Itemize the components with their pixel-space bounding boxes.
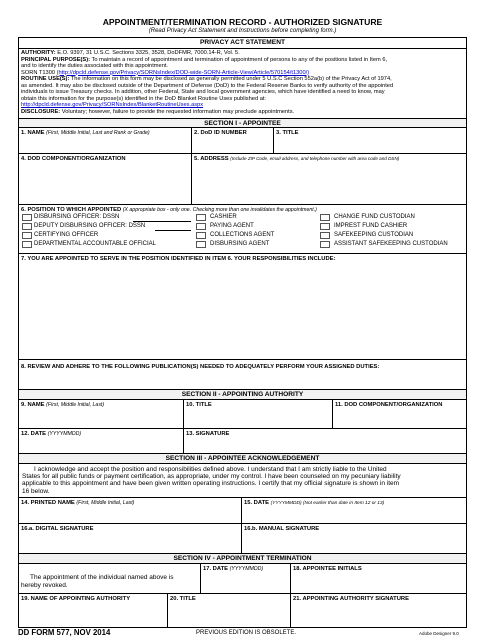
field-2-label: 2. DoD ID NUMBER xyxy=(194,130,247,136)
authority-org-field[interactable] xyxy=(333,400,466,429)
appointing-authority-name-field[interactable] xyxy=(19,594,168,627)
label-deputy-disbursing-officer: DEPUTY DISBURSING OFFICER: DSSN xyxy=(34,223,146,229)
field-11-label: 11. DOD COMPONENT/ORGANIZATION xyxy=(335,402,443,408)
form-title: APPOINTMENT/TERMINATION RECORD - AUTHORIZED SIGNATURE xyxy=(102,17,383,27)
ack-line-4: 16 below. xyxy=(22,487,50,495)
sorn-text: SORN T1300 xyxy=(21,69,57,76)
authority-date-field[interactable] xyxy=(19,429,184,454)
field-1-label: 1. NAME (First, Middle Initial, Last and Rank or Grade) xyxy=(21,130,150,136)
checkbox-certifying-officer[interactable] xyxy=(22,232,32,239)
disclosure-text: Voluntary; however, failure to provide the requested information may preclude appointments. xyxy=(60,108,295,115)
authority-text: E.O. 9397, 31 U.S.C. Sections 3325, 3528, DoDFMR, 7000.14-R, Vol. 5. xyxy=(55,50,240,56)
responsibilities-field[interactable] xyxy=(19,254,466,360)
disclosure-label: DISCLOSURE: xyxy=(21,108,61,115)
field-12-label: 12. DATE (YYYYMMDD) xyxy=(21,431,82,437)
section-4-heading: SECTION IV - APPOINTMENT TERMINATION xyxy=(19,554,466,564)
ack-line-2: States for all public funds or payment certification, as appropriate, under my control. I have been counseled on my pecuniary liability xyxy=(22,473,401,481)
label-departmental-accountable-official: DEPARTMENTAL ACCOUNTABLE OFFICIAL xyxy=(34,241,157,247)
routine-text-3: individuals to issue Treasury checks. In addition, other Federal, State and local government agencies, which have identified a need to know, may xyxy=(21,89,385,96)
dssn-line-1 xyxy=(133,221,191,222)
ack-line-3: applicable to this appointment and have been given written operating instructions. I certify that my official signature is shown in item xyxy=(22,480,400,488)
appointing-authority-signature-field[interactable] xyxy=(291,594,466,627)
checkbox-disbursing-agent[interactable] xyxy=(196,241,206,248)
acknowledgement-text xyxy=(22,466,464,495)
form-frame xyxy=(18,37,467,628)
field-5-label: 5. ADDRESS (Include ZIP Code, email address, and telephone number with area code and DSN) xyxy=(194,156,400,162)
field-21-label: 21. APPOINTING AUTHORITY SIGNATURE xyxy=(293,596,409,602)
checkbox-collections-agent[interactable] xyxy=(196,232,206,239)
routine-text: The information on this form may be disclosed as generally permitted under 5 U.S.C Section 552a(b) of the Privacy Act of 1974, xyxy=(69,76,392,83)
field-10-label: 10. TITLE xyxy=(186,402,212,408)
appointing-authority-title-field[interactable] xyxy=(168,594,291,627)
field-17-label: 17. DATE (YYYYMMDD) xyxy=(203,566,264,572)
label-safekeeping-custodian: SAFEKEEPING CUSTODIAN xyxy=(334,232,414,238)
checkbox-paying-agent[interactable] xyxy=(196,223,206,230)
label-disbursing-officer: DISBURSING OFFICER: DSSN xyxy=(34,214,120,220)
checkbox-deputy-disbursing-officer[interactable] xyxy=(22,223,32,230)
appointee-initials-field[interactable] xyxy=(291,564,466,594)
field-16b-label: 16.b. MANUAL SIGNATURE xyxy=(244,526,320,532)
previous-edition-note: PREVIOUS EDITION IS OBSOLETE. xyxy=(196,630,297,636)
authority-signature-field[interactable] xyxy=(184,429,466,454)
label-collections-agent: COLLECTIONS AGENT xyxy=(210,232,275,238)
routine-text-4: obtain this information for the purpose(s) identified in the DoD Blanket Routine Uses published at: xyxy=(21,95,267,102)
section-1-heading: SECTION I - APPOINTEE xyxy=(19,118,466,128)
checkbox-cashier[interactable] xyxy=(196,214,206,221)
termination-line-2: hereby revoked. xyxy=(21,581,68,589)
authority-title-field[interactable] xyxy=(184,400,333,429)
dssn-line-2 xyxy=(155,230,191,231)
label-cashier: CASHIER xyxy=(210,214,237,220)
field-16a-label: 16.a. DIGITAL SIGNATURE xyxy=(21,526,94,532)
field-6-label: 6. POSITION TO WHICH APPOINTED (X appropriate box - only one. Checking more than one invalidates the appointment.) xyxy=(21,207,317,213)
purpose-label: PRINCIPAL PURPOSE(S): xyxy=(21,56,90,63)
manual-signature-field[interactable] xyxy=(242,524,466,554)
component-org-field[interactable] xyxy=(19,154,192,205)
field-19-label: 19. NAME OF APPOINTING AUTHORITY xyxy=(21,596,131,602)
authority-name-field[interactable] xyxy=(19,400,184,429)
field-8-label: 8. REVIEW AND ADHERE TO THE FOLLOWING PUBLICATION(S) NEEDED TO ADEQUATELY PERFORM YOUR ASSIGNED DUTIES: xyxy=(21,364,380,370)
label-change-fund-custodian: CHANGE FUND CUSTODIAN xyxy=(334,214,415,220)
checkbox-safekeeping-custodian[interactable] xyxy=(320,232,330,239)
purpose-text: To maintain a record of appointment and termination of appointment of persons to any of the positions listed in Item 6, xyxy=(90,56,388,63)
label-imprest-fund-cashier: IMPREST FUND CASHIER xyxy=(334,223,408,229)
field-7-label: 7. YOU ARE APPOINTED TO SERVE IN THE POSITION IDENTIFIED IN ITEM 6. YOUR RESPONSIBILITIES INCLUDE: xyxy=(21,256,336,262)
checkbox-assistant-safekeeping-custodian[interactable] xyxy=(320,241,330,248)
field-20-label: 20. TITLE xyxy=(170,596,196,602)
label-paying-agent: PAYING AGENT xyxy=(210,223,254,229)
position-field xyxy=(19,205,466,254)
authority-label: AUTHORITY: xyxy=(21,50,56,56)
termination-statement xyxy=(19,564,201,594)
appointee-title-field[interactable] xyxy=(274,128,466,154)
privacy-statement xyxy=(21,50,465,115)
digital-signature-field[interactable] xyxy=(19,524,242,554)
dod-id-field[interactable] xyxy=(192,128,274,154)
label-certifying-officer: CERTIFYING OFFICER xyxy=(34,232,99,238)
routine-text-2: as amended. It may also be disclosed outside of the Department of Defense (DoD) to the Federal Reserve Banks to verify authority of the appointed xyxy=(21,82,394,89)
section-2-heading: SECTION II - APPOINTING AUTHORITY xyxy=(19,390,466,400)
checkbox-imprest-fund-cashier[interactable] xyxy=(320,223,330,230)
form-number: DD FORM 577, NOV 2014 xyxy=(18,628,111,637)
field-9-label: 9. NAME (First, Middle Initial, Last) xyxy=(21,402,105,408)
label-disbursing-agent: DISBURSING AGENT xyxy=(210,241,270,247)
field-13-label: 13. SIGNATURE xyxy=(186,431,230,437)
section-3-heading: SECTION III - APPOINTEE ACKNOWLEDGEMENT xyxy=(19,454,466,464)
sorn-link[interactable]: (http://dpcld.defense.gov/Privacy/SORNsIndex/DOD-wide-SORN-Article-View/Article/570154/t1300/) xyxy=(56,69,310,76)
privacy-heading: PRIVACY ACT STATEMENT xyxy=(19,38,466,49)
field-14-label: 14. PRINTED NAME (First, Middle Initial, Last) xyxy=(21,500,135,506)
designer-note: Adobe Designer 9.0 xyxy=(419,631,459,636)
checkbox-disbursing-officer[interactable] xyxy=(22,214,32,221)
termination-date-field[interactable] xyxy=(201,564,291,594)
field-18-label: 18. APPOINTEE INITIALS xyxy=(293,566,362,572)
printed-name-field[interactable] xyxy=(19,498,242,524)
field-15-label: 15. DATE (YYYYMMDD) (Not earlier than date in Item 12 or 13) xyxy=(244,500,385,506)
form-subtitle: (Read Privacy Act Statement and Instructions before completing form.) xyxy=(148,28,337,34)
label-assistant-safekeeping-custodian: ASSISTANT SAFEKEEPING CUSTODIAN xyxy=(334,241,448,247)
publications-field[interactable] xyxy=(19,360,466,390)
checkbox-departmental-accountable-official[interactable] xyxy=(22,241,32,248)
appointee-date-field[interactable] xyxy=(242,498,466,524)
routine-link[interactable]: http://dpcld.defense.gov/Privacy/SORNsIndex/BlanketRoutineUses.aspx xyxy=(21,102,204,109)
routine-label: ROUTINE USE(S): xyxy=(21,76,70,83)
field-4-label: 4. DOD COMPONENT/ORGANIZATION xyxy=(21,156,126,162)
appointee-name-field[interactable] xyxy=(19,128,192,154)
address-field[interactable] xyxy=(192,154,466,205)
purpose-text-2: and to identify the duties associated with this appointment. xyxy=(21,63,169,70)
checkbox-change-fund-custodian[interactable] xyxy=(320,214,330,221)
field-3-label: 3. TITLE xyxy=(276,130,299,136)
termination-line-1: The appointment of the individual named above is xyxy=(30,574,174,581)
ack-line-1: I acknowledge and accept the position and responsibilities defined above. I understand that I am strictly liable to the United xyxy=(34,466,387,473)
